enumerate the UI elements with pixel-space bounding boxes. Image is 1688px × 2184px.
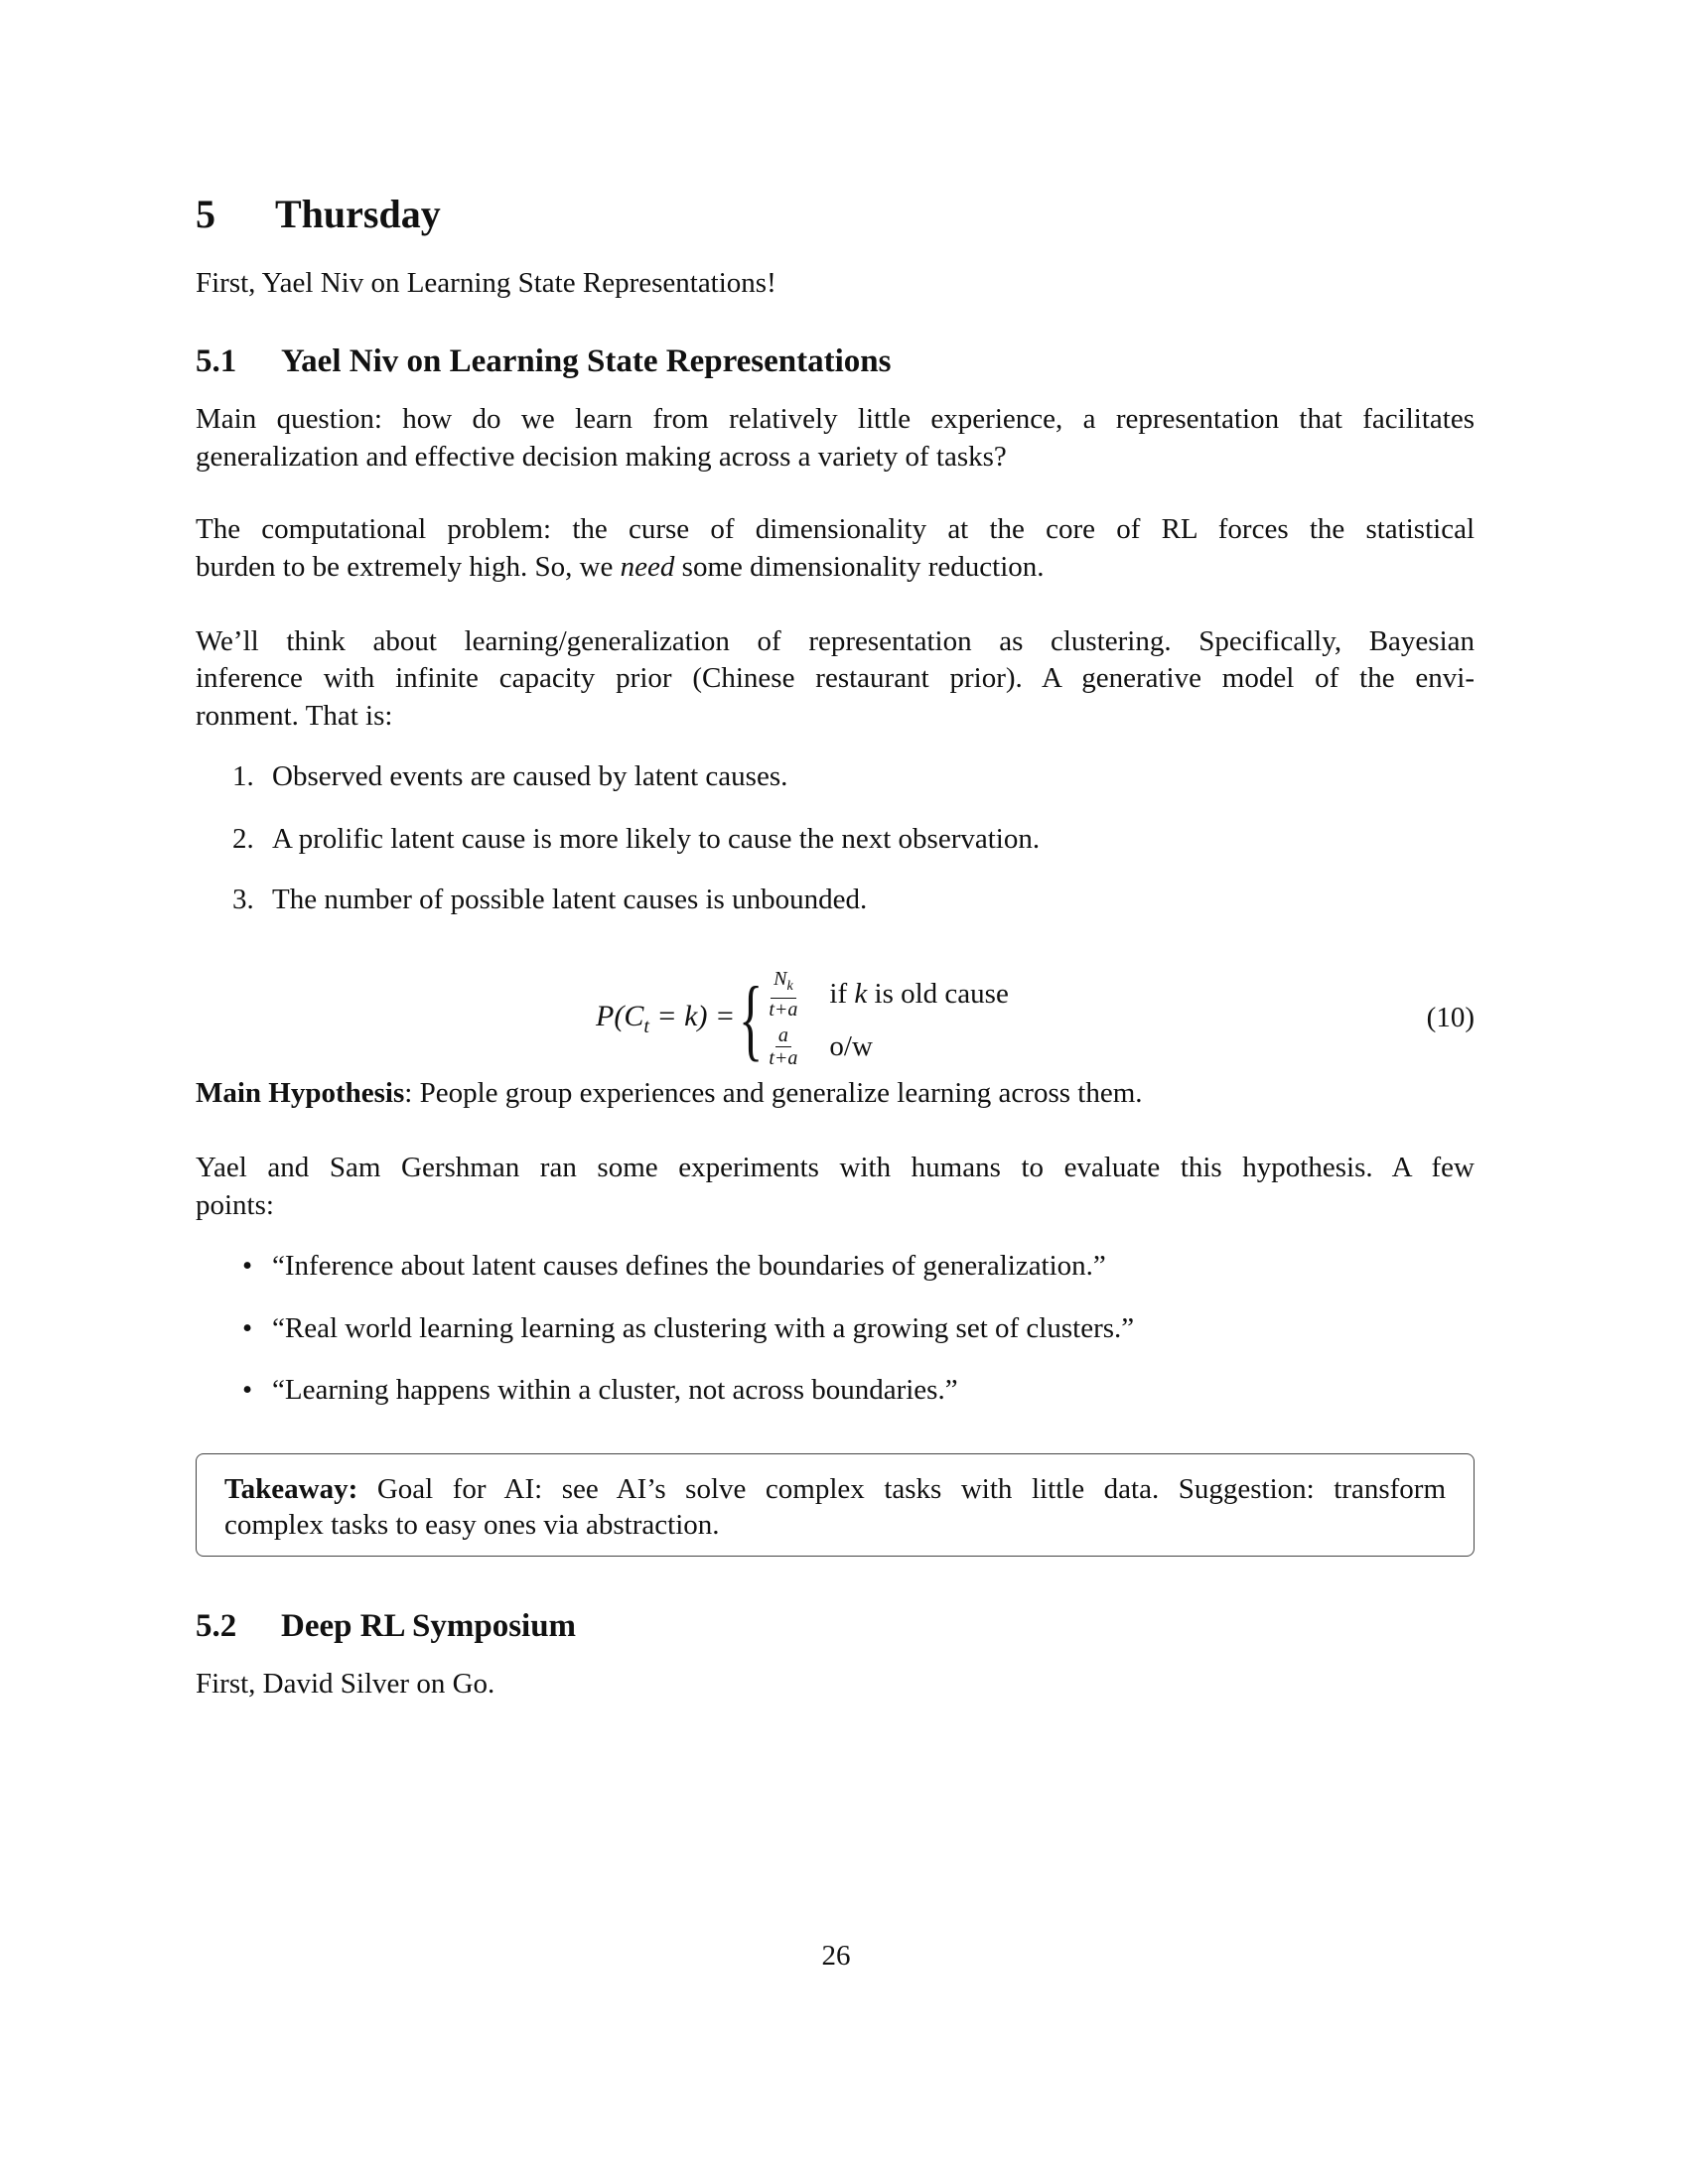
subsection-title: Deep RL Symposium	[281, 1608, 577, 1644]
condition: o/w	[829, 1030, 873, 1062]
takeaway-text: Goal for AI: see AI’s solve complex tasks with little data. Suggestion: transform	[357, 1473, 1446, 1505]
bullet-icon: •	[242, 1250, 253, 1282]
list-marker: 1.	[232, 760, 254, 792]
numerator: a	[775, 1024, 791, 1047]
paragraph-line: inference with infinite capacity prior (Chinese restaurant prior). A generative model of the envi-	[196, 662, 1475, 694]
hypothesis-text: : People group experiences and generalize learning across them.	[404, 1077, 1143, 1109]
section-heading	[196, 193, 1475, 236]
section-intro: First, Yael Niv on Learning State Representations!	[196, 267, 776, 299]
brace-icon: {	[739, 968, 764, 1069]
equation-lhs	[596, 1000, 735, 1038]
list-item: Observed events are caused by latent causes.	[272, 760, 788, 792]
lhs-rest: = k) =	[648, 999, 736, 1032]
bullet-icon: •	[242, 1374, 253, 1406]
takeaway-line: complex tasks to easy ones via abstraction.	[224, 1509, 720, 1541]
paragraph-line: We’ll think about learning/generalization of representation as clustering. Specifically, Bayesian	[196, 625, 1475, 657]
num: N	[774, 968, 787, 990]
text: burden to be extremely high. So, we	[196, 551, 621, 583]
subsection-heading-5-1	[196, 342, 1475, 380]
lhs: P(C	[596, 999, 644, 1032]
page-number: 26	[821, 1940, 851, 1972]
var: k	[854, 978, 868, 1010]
t: if	[829, 978, 855, 1010]
denominator: t+a	[769, 999, 798, 1021]
case-2	[765, 1024, 1008, 1069]
paragraph-line: generalization and effective decision making across a variety of tasks?	[196, 441, 1007, 473]
list-item: The number of possible latent causes is unbounded.	[272, 884, 868, 915]
case-1	[765, 968, 1008, 1021]
t: is old cause	[867, 978, 1009, 1010]
main-hypothesis	[196, 1074, 1475, 1112]
equation-cases	[765, 968, 1008, 1069]
paragraph-line: points:	[196, 1189, 274, 1221]
paragraph-line: The computational problem: the curse of dimensionality at the core of RL forces the statistical	[196, 513, 1475, 545]
condition	[829, 978, 1008, 1011]
subsection-number: 5.2	[196, 1608, 237, 1644]
paragraph-line: Main question: how do we learn from relatively little experience, a representation that facilitates	[196, 403, 1475, 435]
list-marker: 2.	[232, 823, 254, 855]
list-item: “Learning happens within a cluster, not across boundaries.”	[272, 1374, 958, 1406]
list-item: “Real world learning learning as clustering with a growing set of clusters.”	[272, 1312, 1135, 1344]
section-title: Thursday	[275, 192, 441, 236]
subsection-title: Yael Niv on Learning State Representations	[281, 343, 892, 379]
num-sub: k	[786, 979, 793, 994]
list-item: “Inference about latent causes defines the boundaries of generalization.”	[272, 1250, 1106, 1282]
equation-number: (10)	[1426, 1002, 1475, 1033]
subsection-intro: First, David Silver on Go.	[196, 1668, 495, 1700]
fraction	[769, 968, 797, 1021]
denominator: t+a	[769, 1047, 798, 1069]
fraction	[769, 1024, 797, 1069]
subsection-heading-5-2	[196, 1607, 1475, 1645]
hypothesis-label: Main Hypothesis	[196, 1077, 405, 1109]
equation	[596, 968, 1009, 1069]
takeaway-label: Takeaway:	[224, 1473, 358, 1505]
list-item: A prolific latent cause is more likely to cause the next observation.	[272, 823, 1041, 855]
text: some dimensionality reduction.	[674, 551, 1045, 583]
section-number: 5	[196, 192, 215, 236]
numerator	[771, 968, 796, 999]
emphasis: need	[620, 551, 675, 583]
list-marker: 3.	[232, 884, 254, 915]
subsection-number: 5.1	[196, 343, 237, 379]
lhs-sub: t	[643, 1015, 649, 1037]
paragraph-line	[196, 548, 1475, 586]
bullet-icon: •	[242, 1312, 253, 1344]
paragraph-line: Yael and Sam Gershman ran some experiments with humans to evaluate this hypothesis. A few	[196, 1152, 1475, 1183]
paragraph-line: ronment. That is:	[196, 700, 393, 732]
takeaway-line	[224, 1470, 1446, 1508]
